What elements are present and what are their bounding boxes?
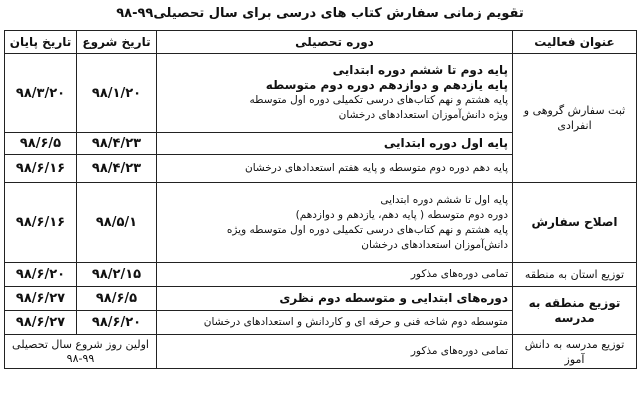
course-cell: دوره‌های ابتدایی و متوسطه دوم نظری <box>157 287 513 311</box>
end-date: ۹۸/۶/۱۶ <box>5 155 77 183</box>
table-row <box>5 54 637 133</box>
course-cell: پایه اول تا ششم دوره ابتدایی دوره دوم متوسطه ( پایه دهم، یازدهم و دوازدهم) پایه هشتم و نهم کتاب‌های درسی تکمیلی دوره اول متوسطه ویژه دانش‌آموزان استعدادهای درخشان <box>157 183 513 263</box>
end-date: ۹۸/۶/۲۷ <box>5 287 77 311</box>
table-row <box>5 183 637 263</box>
end-date: ۹۸/۳/۲۰ <box>5 54 77 133</box>
header-start-date: تاریخ شروع <box>77 31 157 54</box>
course-cell: پایه دوم تا ششم دوره ابتدایی پایه یازدهم و دوازدهم دوره دوم متوسطه پایه هشتم و نهم کتاب‌های درسی تکمیلی دوره اول متوسطه ویژه دانش‌آموزان استعدادهای درخشان <box>157 54 513 133</box>
start-date: ۹۸/۶/۵ <box>77 287 157 311</box>
table-row <box>5 287 637 311</box>
end-date: ۹۸/۶/۲۰ <box>5 263 77 287</box>
end-date: ۹۸/۶/۵ <box>5 133 77 155</box>
activity-region-distribution: توزیع منطقه به مدرسه <box>513 287 637 335</box>
activity-student-distribution: توزیع مدرسه به دانش آموز <box>513 335 637 369</box>
school-year-start-date: اولین روز شروع سال تحصیلی ۹۹-۹۸ <box>5 335 157 369</box>
course-cell: تمامی دوره‌های مذکور <box>157 335 513 369</box>
start-date: ۹۸/۲/۱۵ <box>77 263 157 287</box>
activity-order-correction: اصلاح سفارش <box>513 183 637 263</box>
end-date: ۹۸/۶/۲۷ <box>5 311 77 335</box>
start-date: ۹۸/۵/۱ <box>77 183 157 263</box>
header-row <box>5 31 637 54</box>
header-activity: عنوان فعالیت <box>513 31 637 54</box>
start-date: ۹۸/۱/۲۰ <box>77 54 157 133</box>
header-course: دوره تحصیلی <box>157 31 513 54</box>
course-cell: پایه اول دوره ابتدایی <box>157 133 513 155</box>
end-date: ۹۸/۶/۱۶ <box>5 183 77 263</box>
start-date: ۹۸/۴/۲۳ <box>77 133 157 155</box>
course-cell: تمامی دوره‌های مذکور <box>157 263 513 287</box>
header-end-date: تاریخ پایان <box>5 31 77 54</box>
activity-order-registration: ثبت سفارش گروهی و انفرادی <box>513 54 637 183</box>
table-row <box>5 263 637 287</box>
start-date: ۹۸/۶/۲۰ <box>77 311 157 335</box>
document-title: تقویم زمانی سفارش کتاب های درسی برای سال تحصیلی۹۹-۹۸ <box>116 6 524 21</box>
course-cell: پایه دهم دوره دوم متوسطه و پایه هفتم استعدادهای درخشان <box>157 155 513 183</box>
course-cell: متوسطه دوم شاخه فنی و حرفه ای و کاردانش و استعدادهای درخشان <box>157 311 513 335</box>
start-date: ۹۸/۴/۲۳ <box>77 155 157 183</box>
schedule-table <box>4 30 637 369</box>
activity-province-distribution: توزیع استان به منطقه <box>513 263 637 287</box>
table-row <box>5 335 637 369</box>
